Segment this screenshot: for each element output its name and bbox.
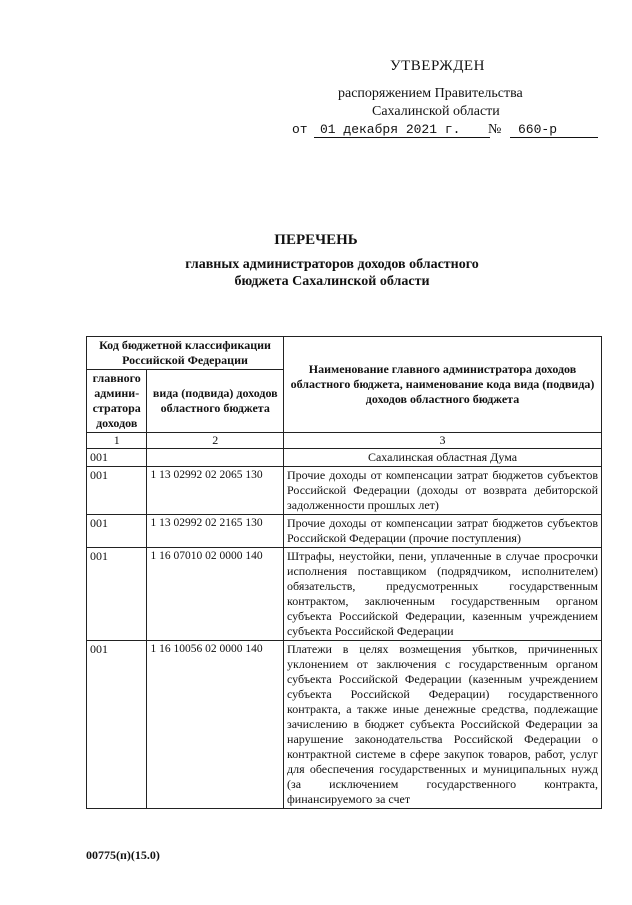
approval-date-row	[292, 121, 592, 143]
header-admin-code: главного админи-стратора доходов	[87, 370, 147, 433]
row-revenue-code: 1 16 07010 02 0000 140	[147, 548, 284, 641]
table-row	[87, 548, 602, 641]
number-label: №	[488, 122, 502, 137]
row-admin-code: 001	[87, 548, 147, 641]
row-revenue-code: 1 16 10056 02 0000 140	[147, 641, 284, 809]
header-administrator-name: Наименование главного администратора доходов областного бюджета, наименование кода вида (подвида) доходов областного бюджета	[284, 337, 602, 433]
column-number-row	[87, 433, 602, 449]
table-header-row	[87, 337, 602, 370]
administrator-row	[87, 449, 602, 467]
header-revenue-type: вида (подвида) доходов областного бюджета	[147, 370, 284, 433]
header-budget-classification: Код бюджетной классификации Российской Федерации	[87, 337, 284, 370]
revenue-administrators-table	[86, 336, 602, 809]
approval-date: 01 декабря 2021 г.	[314, 122, 490, 138]
row-revenue-name: Прочие доходы от компенсации затрат бюджетов субъектов Российской Федерации (доходы от возврата дебиторской задолженности прошлых лет)	[284, 467, 602, 515]
table-row	[87, 515, 602, 548]
row-revenue-code: 1 13 02992 02 2065 130	[147, 467, 284, 515]
table-row	[87, 467, 602, 515]
administrator-code-empty	[147, 449, 284, 467]
document-subtitle-2: бюджета Сахалинской области	[234, 274, 430, 289]
row-revenue-name: Прочие доходы от компенсации затрат бюджетов субъектов Российской Федерации (прочие поступления)	[284, 515, 602, 548]
row-revenue-code: 1 13 02992 02 2165 130	[147, 515, 284, 548]
approval-number: 660-р	[510, 122, 598, 138]
row-admin-code: 001	[87, 515, 147, 548]
table-row	[87, 641, 602, 809]
approval-line-1: распоряжением Правительства	[338, 86, 523, 101]
column-number: 1	[87, 433, 147, 449]
from-label: от	[292, 122, 308, 137]
administrator-code: 001	[87, 449, 147, 467]
row-admin-code: 001	[87, 641, 147, 809]
administrator-name: Сахалинская областная Дума	[284, 449, 602, 467]
document-title: ПЕРЕЧЕНЬ	[274, 232, 358, 248]
column-number: 2	[147, 433, 284, 449]
row-revenue-name: Платежи в целях возмещения убытков, причиненных уклонением от заключения с государственным органом субъекта Российской Федерации (казенным учреждением субъекта Российской Федерации) государственного контракта, а также иные денежные средства, подлежащие зачислению в бюджет субъекта Российской Федерации за нарушение законодательства Российской Федерации о контрактной системе в сфере закупок товаров, работ, услуг для обеспечения государственных и муниципальных нужд (за исключением государственного контракта, финансируемого за счет	[284, 641, 602, 809]
column-number: 3	[284, 433, 602, 449]
row-revenue-name: Штрафы, неустойки, пени, уплаченные в случае просрочки исполнения поставщиком (подрядчиком, исполнителем) обязательств, предусмотренных государственным контрактом, заключенным государственным органом субъекта Российской Федерации, казенным учреждением субъекта Российской Федерации	[284, 548, 602, 641]
form-code: 00775(п)(15.0)	[86, 848, 160, 862]
approval-line-2: Сахалинской области	[372, 104, 500, 119]
approval-title: УТВЕРЖДЕН	[390, 58, 485, 74]
document-subtitle-1: главных администраторов доходов областного	[185, 257, 479, 272]
row-admin-code: 001	[87, 467, 147, 515]
